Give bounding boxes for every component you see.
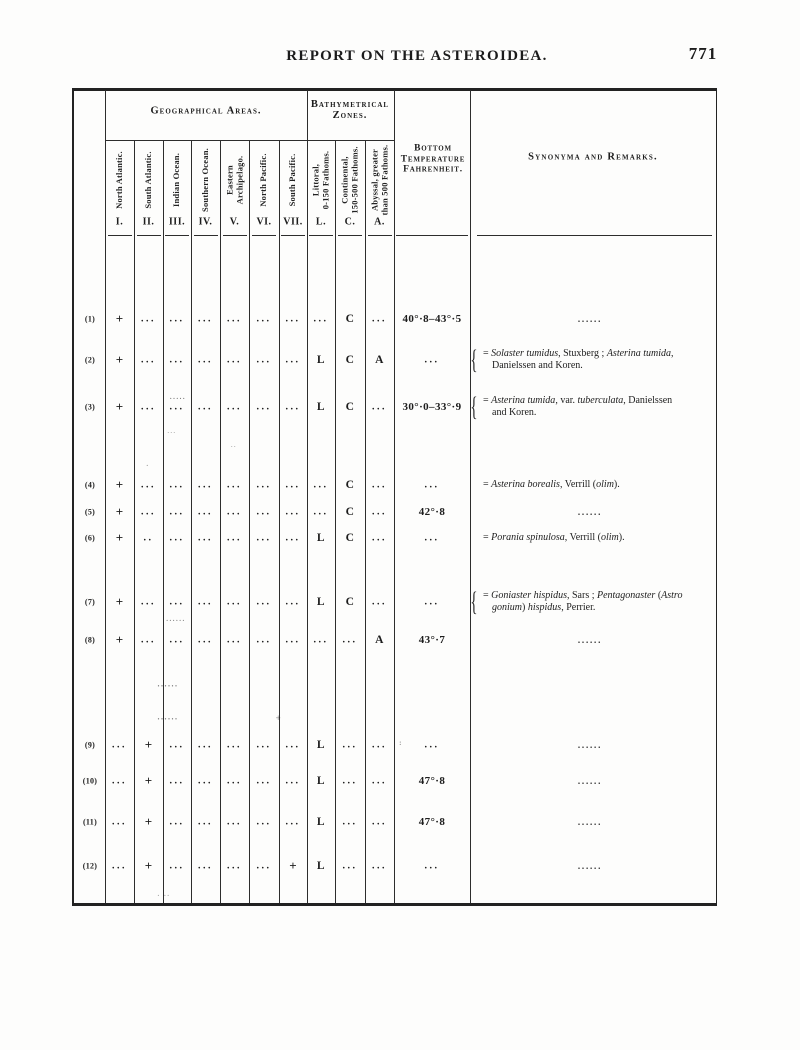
table-cell: +	[115, 504, 124, 519]
column-label: Southern Ocean.	[199, 148, 210, 212]
table-cell: ...	[169, 479, 185, 491]
table-cell: ...	[227, 860, 242, 872]
table-cell: ...	[227, 313, 242, 325]
table-cell: ...	[198, 506, 213, 518]
column-label: North Atlantic.	[113, 151, 124, 209]
table-cell: C	[345, 313, 355, 325]
table-cell: ...	[285, 354, 301, 366]
remark-dots: ......	[577, 740, 603, 750]
table-cell: ...	[227, 401, 242, 413]
table-cell: +	[115, 530, 124, 545]
table-cell: ...	[256, 634, 272, 646]
table-cell: ...	[141, 354, 156, 366]
table-cell: ...	[141, 313, 156, 325]
table-cell: ...	[169, 739, 185, 751]
table-cell: ...	[198, 775, 213, 787]
table-cell: C	[345, 506, 355, 518]
table-cell: ...	[141, 479, 156, 491]
remark-text: = Asterina borealis, Verrill (olim).	[483, 479, 620, 491]
grid-line	[470, 90, 471, 903]
temp-value: 47°·8	[418, 816, 446, 828]
column-label: North Pacific.	[258, 153, 269, 207]
column-numeral: VII.	[283, 216, 303, 228]
table-cell: ...	[342, 860, 358, 872]
table-cell: ...	[198, 313, 213, 325]
grid-line	[137, 235, 161, 236]
bath-group-header	[311, 99, 389, 121]
row-number: (12)	[82, 861, 98, 871]
table-cell: ...	[256, 739, 272, 751]
column-label: Littoral, 0-150 Fathoms.	[310, 150, 330, 210]
table-cell: L	[316, 860, 326, 872]
table-cell: ...	[285, 506, 301, 518]
remark-dots: ......	[577, 776, 603, 786]
temp-column-header-line: Bottom	[414, 143, 452, 154]
table-cell: ...	[112, 775, 127, 787]
row-number: (9)	[84, 740, 96, 750]
row-number: (11)	[82, 817, 98, 827]
table-cell: ...	[169, 775, 185, 787]
grid-line	[191, 140, 192, 903]
column-label: Eastern Archipelago.	[223, 155, 244, 205]
table-cell: C	[345, 401, 355, 413]
remark-dots: ......	[577, 861, 603, 871]
temp-column-header-line: Temperature	[400, 153, 466, 164]
table-cell: C	[345, 532, 355, 544]
table-cell: ...	[256, 596, 272, 608]
scan-artifact: . ..	[157, 890, 171, 898]
table-cell: ...	[141, 401, 156, 413]
table-cell: ...	[198, 354, 213, 366]
table-cell: ...	[313, 506, 329, 518]
column-numeral: II.	[142, 216, 155, 228]
grid-line	[281, 235, 305, 236]
table-cell: ...	[313, 479, 329, 491]
remark-dots: ......	[577, 314, 603, 324]
temp-value: ...	[424, 354, 440, 366]
table-cell: +	[115, 311, 124, 326]
row-number: (8)	[84, 635, 96, 645]
grid-line	[105, 90, 106, 903]
grid-line	[108, 235, 132, 236]
table-cell: ...	[256, 506, 272, 518]
table-cell: ...	[169, 506, 185, 518]
column-label: South Atlantic.	[142, 151, 153, 209]
table-cell: ...	[141, 506, 156, 518]
row-number: (6)	[84, 533, 96, 543]
table-cell: ...	[198, 596, 213, 608]
remark-text: = Asterina tumida, var. tuberculata, Danielssen and Koren.	[483, 395, 673, 418]
table-cell: C	[345, 479, 355, 491]
table-cell: ...	[285, 775, 301, 787]
grid-line	[105, 140, 394, 141]
column-numeral: V.	[229, 216, 240, 228]
grid-line	[220, 140, 221, 903]
table-cell: +	[115, 352, 124, 367]
remarks-column-header: Synonyma and Remarks.	[528, 151, 658, 163]
table-cell: ...	[342, 775, 358, 787]
table-cell: ...	[372, 532, 387, 544]
table-cell: ...	[112, 816, 127, 828]
table-cell: L	[316, 816, 326, 828]
bath-group-header-line: Zones.	[332, 110, 368, 121]
table-cell: ..	[143, 532, 154, 544]
grid-line	[477, 235, 712, 236]
table-cell: A	[375, 634, 384, 646]
table-cell: ...	[372, 816, 387, 828]
table-cell: ...	[198, 401, 213, 413]
table-cell: ...	[256, 532, 272, 544]
brace-glyph: {	[470, 391, 478, 422]
table-cell: ...	[285, 313, 301, 325]
table-cell: ...	[112, 739, 127, 751]
table-cell: ...	[285, 739, 301, 751]
table-cell: C	[345, 596, 355, 608]
column-numeral: I.	[115, 216, 124, 228]
table-cell: ...	[227, 532, 242, 544]
table-cell: ...	[227, 775, 242, 787]
column-label: Indian Ocean.	[171, 152, 182, 208]
remark-text: = Solaster tumidus, Stuxberg ; Asterina tumida, Danielssen and Koren.	[483, 348, 674, 371]
table-right-border	[716, 88, 718, 906]
grid-line	[396, 235, 468, 236]
table-cell: ...	[256, 401, 272, 413]
column-numeral: C.	[344, 216, 356, 228]
temp-value: ...	[424, 479, 440, 491]
row-number: (4)	[84, 480, 96, 490]
remark-dots: ......	[577, 635, 603, 645]
table-cell: ...	[169, 401, 185, 413]
row-number: (3)	[84, 402, 96, 412]
temp-value: 42°·8	[418, 506, 446, 518]
brace-glyph: {	[470, 586, 478, 617]
table-cell: +	[144, 814, 153, 829]
table-cell: ...	[169, 313, 185, 325]
table-cell: ...	[372, 739, 387, 751]
table-cell: ...	[169, 532, 185, 544]
grid-line	[307, 90, 308, 903]
column-numeral: VI.	[256, 216, 272, 228]
temp-value: 30°·0–33°·9	[402, 401, 462, 413]
row-number: (7)	[84, 597, 96, 607]
grid-line	[338, 235, 362, 236]
table-cell: ...	[342, 816, 358, 828]
table-cell: +	[115, 399, 124, 414]
table-cell: ...	[141, 596, 156, 608]
remark-text: = Goniaster hispidus, Sars ; Pentagonaster (Astro gonium) hispidus, Perrier.	[483, 590, 683, 613]
column-numeral: L.	[315, 216, 327, 228]
grid-line	[252, 235, 276, 236]
table-cell: ...	[372, 506, 387, 518]
table-cell: ...	[372, 401, 387, 413]
grid-line	[165, 235, 189, 236]
scan-artifact: :	[399, 739, 403, 747]
table-cell: ...	[227, 479, 242, 491]
temp-column-header	[401, 143, 465, 175]
grid-line	[309, 235, 333, 236]
table-cell: ...	[256, 354, 272, 366]
bath-group-header-line: Bathymetrical	[310, 99, 390, 110]
table-cell: L	[316, 739, 326, 751]
table-cell: +	[115, 632, 124, 647]
column-numeral: IV.	[198, 216, 213, 228]
page-title: REPORT ON THE ASTEROIDEA.	[286, 48, 548, 64]
grid-line	[134, 140, 135, 903]
table-cell: ...	[227, 634, 242, 646]
grid-line	[394, 90, 395, 903]
table-cell: ...	[169, 596, 185, 608]
table-cell: ...	[141, 634, 156, 646]
table-cell: ...	[227, 354, 242, 366]
table-cell: ...	[169, 816, 185, 828]
table-cell: ...	[256, 775, 272, 787]
temp-value: ...	[424, 596, 440, 608]
temp-column-header-line: Fahrenheit.	[403, 164, 463, 175]
table-cell: ...	[285, 634, 301, 646]
table-cell: L	[316, 532, 326, 544]
table-cell: L	[316, 401, 326, 413]
table-cell: ...	[256, 860, 272, 872]
table-cell: ...	[198, 479, 213, 491]
scan-artifact: ......	[157, 712, 179, 722]
row-number: (5)	[84, 507, 96, 517]
table-cell: ...	[112, 860, 127, 872]
remark-dots: ......	[577, 507, 603, 517]
table-cell: +	[115, 594, 124, 609]
table-cell: ...	[372, 860, 387, 872]
grid-line	[365, 140, 366, 903]
table-cell: ...	[198, 739, 213, 751]
table-cell: +	[144, 858, 153, 873]
column-numeral: III.	[168, 216, 186, 228]
distribution-table	[72, 88, 717, 906]
table-cell: ...	[285, 479, 301, 491]
table-cell: ...	[169, 860, 185, 872]
table-cell: ...	[372, 479, 387, 491]
row-number: (10)	[82, 776, 98, 786]
scan-artifact: .	[146, 460, 150, 468]
table-cell: ...	[198, 816, 213, 828]
table-cell: ...	[198, 532, 213, 544]
row-number: (1)	[84, 314, 96, 324]
table-cell: ...	[256, 479, 272, 491]
table-cell: +	[144, 773, 153, 788]
remark-text: = Porania spinulosa, Verrill (olim).	[483, 532, 625, 544]
scan-artifact: +	[275, 713, 283, 723]
remark-dots: ......	[577, 817, 603, 827]
table-left-border	[72, 88, 74, 906]
table-cell: A	[375, 354, 384, 366]
table-cell: ...	[285, 596, 301, 608]
grid-line	[279, 140, 280, 903]
table-cell: ...	[169, 634, 185, 646]
table-cell: ...	[227, 506, 242, 518]
temp-value: 40°·8–43°·5	[402, 313, 462, 325]
table-cell: +	[115, 477, 124, 492]
table-cell: ...	[198, 860, 213, 872]
row-number: (2)	[84, 355, 96, 365]
table-cell: ...	[169, 354, 185, 366]
table-cell: L	[316, 354, 326, 366]
table-cell: ...	[227, 739, 242, 751]
table-cell: ...	[313, 634, 329, 646]
grid-line	[194, 235, 218, 236]
scan-artifact: .....	[169, 393, 187, 401]
table-cell: ...	[342, 739, 358, 751]
temp-value: 47°·8	[418, 775, 446, 787]
table-cell: ...	[256, 313, 272, 325]
table-cell: ...	[342, 634, 358, 646]
table-cell: ...	[372, 313, 387, 325]
table-cell: L	[316, 775, 326, 787]
scan-artifact: ..	[231, 443, 237, 449]
table-cell: ...	[372, 775, 387, 787]
temp-value: ...	[424, 860, 440, 872]
grid-line	[335, 140, 336, 903]
table-cell: +	[289, 858, 297, 873]
table-bottom-rule	[72, 903, 717, 906]
column-label: South Pacific.	[287, 153, 298, 207]
scan-artifact: ......	[166, 615, 186, 623]
geo-group-header: Geographical Areas.	[150, 105, 262, 117]
table-cell: ...	[198, 634, 213, 646]
column-label: Abyssal, greater than 500 Fathoms.	[368, 144, 389, 216]
temp-value: ...	[424, 532, 440, 544]
temp-value: ...	[424, 739, 440, 751]
grid-line	[163, 140, 164, 903]
table-cell: ...	[285, 532, 301, 544]
table-cell: L	[316, 596, 326, 608]
table-cell: ...	[285, 401, 301, 413]
grid-line	[368, 235, 392, 236]
table-cell: ...	[227, 816, 242, 828]
table-cell: ...	[285, 816, 301, 828]
table-cell: ...	[313, 313, 329, 325]
scan-artifact: ......	[157, 679, 179, 689]
scan-artifact: ...	[167, 429, 177, 435]
grid-line	[223, 235, 247, 236]
column-numeral: A.	[374, 216, 385, 228]
table-cell: +	[144, 737, 153, 752]
table-cell: ...	[256, 816, 272, 828]
table-cell: C	[345, 354, 355, 366]
table-cell: ...	[372, 596, 387, 608]
grid-line	[249, 140, 250, 903]
temp-value: 43°·7	[418, 634, 446, 646]
column-label: Continental, 150-500 Fathoms.	[339, 146, 359, 214]
brace-glyph: {	[470, 344, 478, 375]
page-number: 771	[688, 44, 718, 63]
table-cell: ...	[227, 596, 242, 608]
